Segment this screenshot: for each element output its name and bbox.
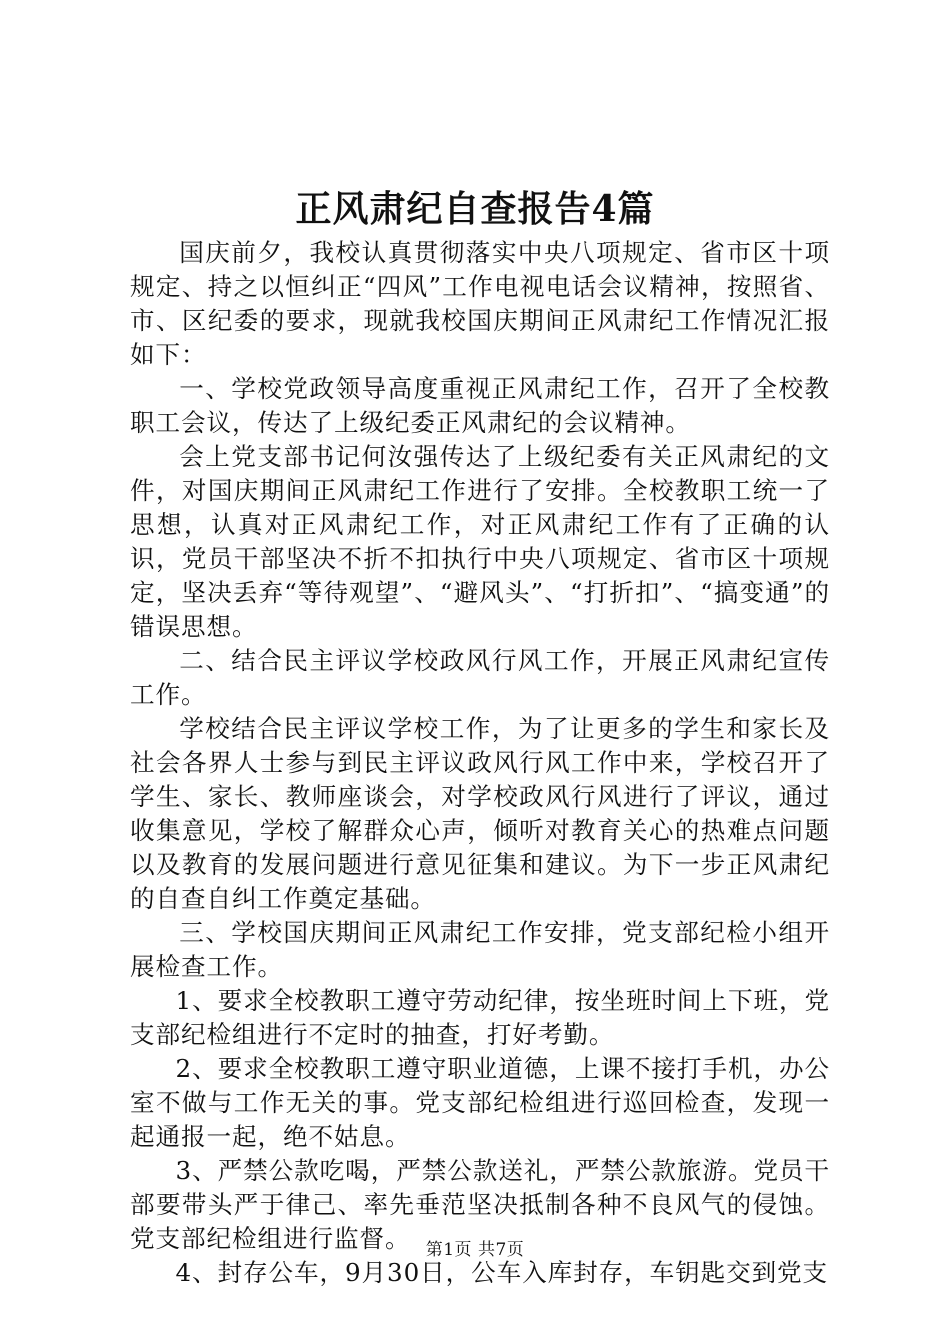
paragraph-section-2-heading: 二、结合民主评议学校政风行风工作，开展正风肃纪宣传工作。 <box>130 646 830 709</box>
list-item-4: 4、封存公车，9月30日，公车入库封存，车钥匙交到党支 <box>175 1258 829 1287</box>
paragraph-section-3-heading: 三、学校国庆期间正风肃纪工作安排，党支部纪检小组开展检查工作。 <box>130 918 830 981</box>
list-item-2: 2、要求全校教职工遵守职业道德，上课不接打手机，办公室不做与工作无关的事。党支部纪检组进行巡回检查，发现一起通报一起，绝不姑息。 <box>130 1054 830 1151</box>
page-number-footer: 第1页 共7页 <box>425 1240 525 1260</box>
list-item-3: 3、严禁公款吃喝，严禁公款送礼，严禁公款旅游。党员干部要带头严于律己、率先垂范坚决抵制各种不良风气的侵蚀。党支部纪检组进行监督。 <box>130 1156 830 1253</box>
list-item-1: 1、要求全校教职工遵守劳动纪律，按坐班时间上下班，党支部纪检组进行不定时的抽查，打好考勤。 <box>130 986 830 1049</box>
paragraph-section-1-heading: 一、学校党政领导高度重视正风肃纪工作，召开了全校教职工会议，传达了上级纪委正风肃纪的会议精神。 <box>130 374 830 437</box>
paragraph-section-1-body: 会上党支部书记何汝强传达了上级纪委有关正风肃纪的文件，对国庆期间正风肃纪工作进行了安排。全校教职工统一了思想，认真对正风肃纪工作，对正风肃纪工作有了正确的认识，党员干部坚决不折不扣执行中央八项规定、省市区十项规定，坚决丢弃“等待观望”、“避风头”、“打折扣”、“搞变通”的错误思想。 <box>130 442 830 641</box>
paragraph-intro: 国庆前夕，我校认真贯彻落实中央八项规定、省市区十项规定、持之以恒纠正“四风”工作电视电话会议精神，按照省、市、区纪委的要求，现就我校国庆期间正风肃纪工作情况汇报如下： <box>130 238 830 369</box>
paragraph-section-2-body: 学校结合民主评议学校工作，为了让更多的学生和家长及社会各界人士参与到民主评议政风行风工作中来，学校召开了学生、家长、教师座谈会，对学校政风行风进行了评议，通过收集意见，学校了解群众心声，倾听对教育关心的热难点问题以及教育的发展问题进行意见征集和建议。为下一步正风肃纪的自查自纠工作奠定基础。 <box>130 714 830 913</box>
document-body <box>130 236 830 1290</box>
document-title: 正风肃纪自查报告4篇 <box>295 188 655 230</box>
